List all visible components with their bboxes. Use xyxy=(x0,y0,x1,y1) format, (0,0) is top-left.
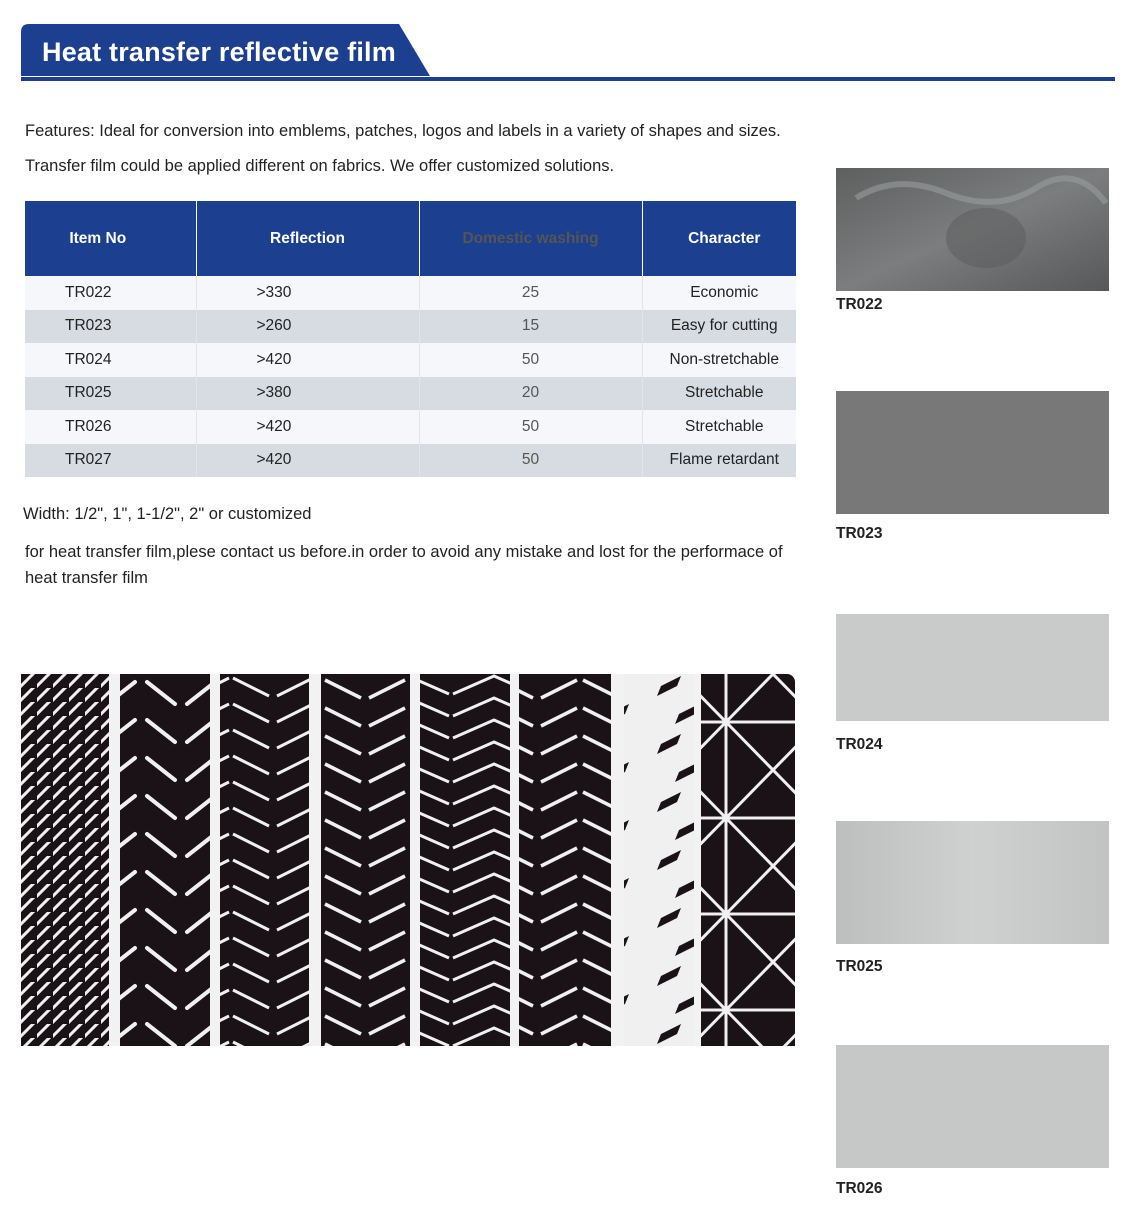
features-text: Features: Ideal for conversion into emblems, patches, logos and labels in a variety of shapes and sizes. Transfer film could be applied different on fabrics. We offer customized solutions. xyxy=(25,122,781,175)
cell-washing: 25 xyxy=(419,276,642,310)
cell-item: TR022 xyxy=(25,276,196,310)
swatch-label: TR025 xyxy=(836,958,883,975)
swatch-tr024 xyxy=(836,614,1109,753)
header-item-no: Item No xyxy=(25,201,196,276)
width-note: Width: 1/2", 1", 1-1/2", 2" or customized xyxy=(23,505,312,523)
swatch-tr025-image xyxy=(836,821,1109,944)
pattern-samples-image xyxy=(21,674,795,1046)
cell-item: TR024 xyxy=(25,343,196,377)
table-row xyxy=(25,410,796,444)
table-header-row xyxy=(25,201,796,276)
cell-washing: 50 xyxy=(419,444,642,478)
header-character: Character xyxy=(642,201,796,276)
swatch-tr023 xyxy=(836,391,1109,542)
swatch-tr026-image xyxy=(836,1045,1109,1168)
table-row xyxy=(25,310,796,344)
swatch-tr026 xyxy=(836,1045,1109,1197)
cell-character: Flame retardant xyxy=(642,444,796,478)
cell-reflection: >420 xyxy=(196,343,419,377)
cell-item: TR025 xyxy=(25,377,196,411)
page-title: Heat transfer reflective film xyxy=(42,37,396,67)
cell-reflection: >420 xyxy=(196,444,419,478)
header-domestic-washing: Domestic washing xyxy=(419,201,642,276)
cell-character: Non-stretchable xyxy=(642,343,796,377)
cell-character: Easy for cutting xyxy=(642,310,796,344)
cell-washing: 15 xyxy=(419,310,642,344)
swatch-tr022-image xyxy=(836,168,1109,291)
table-row xyxy=(25,343,796,377)
contact-note: for heat transfer film,plese contact us before.in order to avoid any mistake and lost for the performace of heat transfer film xyxy=(25,543,783,587)
table-row xyxy=(25,444,796,478)
cell-washing: 50 xyxy=(419,343,642,377)
cell-washing: 50 xyxy=(419,410,642,444)
cell-reflection: >420 xyxy=(196,410,419,444)
header-banner xyxy=(21,24,1115,83)
swatch-tr023-image xyxy=(836,391,1109,514)
cell-item: TR026 xyxy=(25,410,196,444)
cell-reflection: >260 xyxy=(196,310,419,344)
swatch-label: TR022 xyxy=(836,296,883,313)
cell-item: TR023 xyxy=(25,310,196,344)
swatch-label: TR024 xyxy=(836,736,883,753)
swatch-tr024-image xyxy=(836,614,1109,721)
cell-item: TR027 xyxy=(25,444,196,478)
cell-reflection: >330 xyxy=(196,276,419,310)
swatch-tr022 xyxy=(836,168,1109,313)
table-row xyxy=(25,276,796,310)
cell-washing: 20 xyxy=(419,377,642,411)
table-row xyxy=(25,377,796,411)
cell-character: Stretchable xyxy=(642,377,796,411)
swatch-label: TR023 xyxy=(836,525,883,542)
cell-reflection: >380 xyxy=(196,377,419,411)
swatch-tr025 xyxy=(836,821,1109,975)
swatch-label: TR026 xyxy=(836,1180,883,1197)
spec-table xyxy=(25,201,796,477)
header-reflection: Reflection xyxy=(196,201,419,276)
cell-character: Economic xyxy=(642,276,796,310)
cell-character: Stretchable xyxy=(642,410,796,444)
